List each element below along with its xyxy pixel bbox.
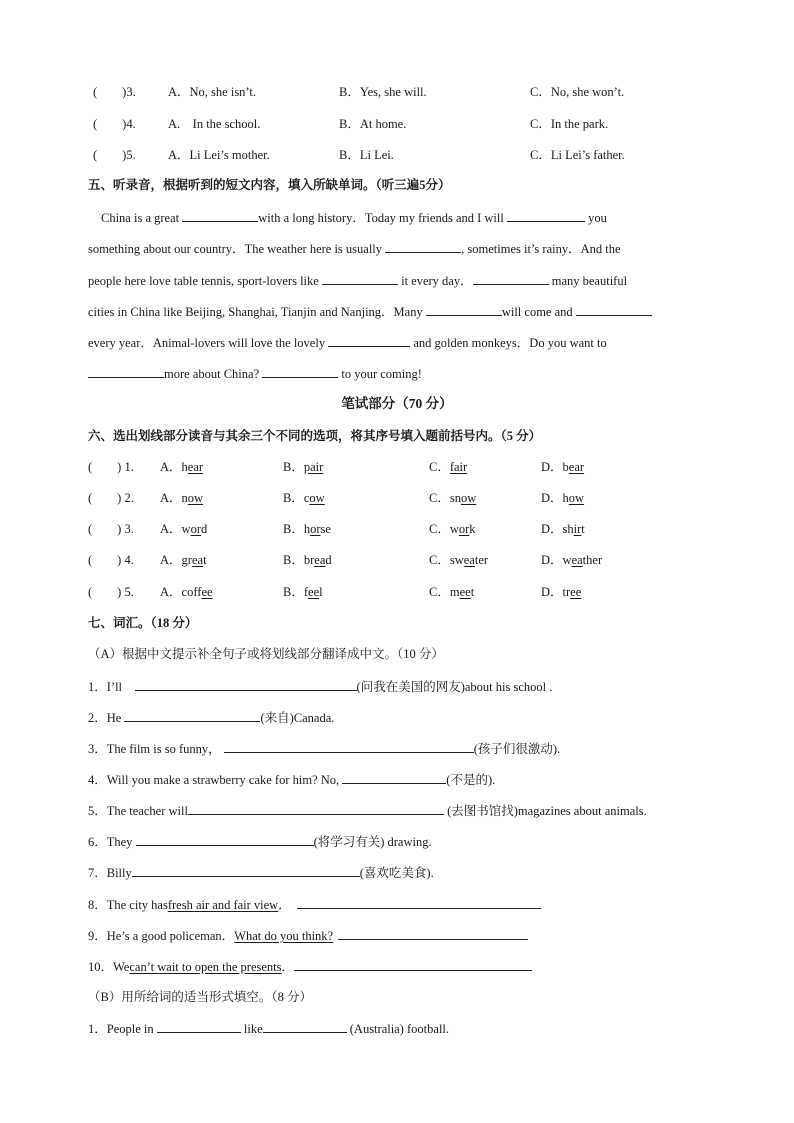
answer-blank[interactable] bbox=[182, 209, 258, 222]
option-d: D．weather bbox=[541, 553, 603, 567]
option-b: B．horse bbox=[283, 522, 331, 536]
question-number: ( )5. bbox=[93, 148, 136, 162]
option-a: A．word bbox=[160, 522, 208, 536]
translate-item-9: 9．He’s a good policeman．What do you think? bbox=[88, 927, 528, 944]
option-c: C．No, she won’t. bbox=[530, 85, 625, 99]
vocab-item-7: 7．Billy (喜欢吃美食). bbox=[88, 866, 434, 880]
answer-blank[interactable] bbox=[263, 1020, 347, 1033]
question-number: ( ) 2. bbox=[88, 491, 134, 505]
option-d: D．bear bbox=[541, 460, 585, 474]
option-a: A. In the school. bbox=[168, 117, 261, 131]
question-number: ( ) 4. bbox=[88, 553, 134, 567]
vocab-item-5: 5．The teacher will (去图书馆找)magazines about animals. bbox=[88, 804, 647, 818]
option-c: C．work bbox=[429, 522, 476, 536]
option-a: A．coffee bbox=[160, 585, 213, 599]
option-c: C．meet bbox=[429, 585, 475, 599]
option-b: B．At home. bbox=[339, 117, 407, 131]
answer-blank[interactable] bbox=[132, 864, 360, 877]
option-b: B．cow bbox=[283, 491, 325, 505]
answer-blank[interactable] bbox=[507, 209, 585, 222]
answer-blank[interactable] bbox=[342, 771, 446, 784]
passage-line-6: more about China? to your coming! bbox=[88, 365, 422, 382]
answer-blank[interactable] bbox=[188, 802, 444, 815]
answer-blank[interactable] bbox=[328, 334, 410, 347]
answer-blank[interactable] bbox=[322, 272, 398, 285]
vocab-item-1: 1．I’ll (问我在美国的网友)about his school . bbox=[88, 680, 553, 694]
option-b: B．feel bbox=[283, 585, 323, 599]
answer-blank[interactable] bbox=[338, 927, 528, 940]
passage-line-4: cities in China like Beijing, Shanghai, Tianjin and Nanjing．Many will come and bbox=[88, 303, 652, 320]
vocab-item-6: 6．They (将学习有关) drawing. bbox=[88, 835, 432, 849]
translate-item-10: 10．Wecan’t wait to open the presents． bbox=[88, 958, 532, 975]
answer-blank[interactable] bbox=[136, 833, 314, 846]
option-c: C．fair bbox=[429, 460, 468, 474]
answer-blank[interactable] bbox=[294, 958, 532, 971]
fill-form-item-1: 1．People in like (Australia) football. bbox=[88, 1022, 450, 1036]
option-a: A．great bbox=[160, 553, 207, 567]
written-part-title: 笔试部分（70 分） bbox=[341, 396, 453, 411]
option-c: C．snow bbox=[429, 491, 477, 505]
passage-line-3: people here love table tennis, sport-lovers like it every day． many beautiful bbox=[88, 274, 628, 288]
answer-blank[interactable] bbox=[297, 896, 541, 909]
option-a: A．now bbox=[160, 491, 204, 505]
answer-blank[interactable] bbox=[473, 272, 549, 285]
section-6-heading: 六、选出划线部分读音与其余三个不同的选项，将其序号填入题前括号内。（5 分） bbox=[88, 429, 542, 443]
option-b: B．pair bbox=[283, 460, 324, 474]
option-c: C．Li Lei’s father. bbox=[530, 148, 625, 162]
question-number: ( )3. bbox=[93, 85, 136, 99]
answer-blank[interactable] bbox=[426, 303, 502, 316]
answer-blank[interactable] bbox=[224, 740, 474, 753]
question-number: ( ) 3. bbox=[88, 522, 134, 536]
passage-line-1: China is a great with a long history．Today my friends and I will you bbox=[101, 211, 607, 225]
option-d: D．tree bbox=[541, 585, 582, 599]
part-a-heading: （A）根据中文提示补全句子或将划线部分翻译成中文。（10 分） bbox=[88, 647, 444, 661]
answer-blank[interactable] bbox=[135, 678, 357, 691]
part-b-heading: （B）用所给词的适当形式填空。（8 分） bbox=[88, 990, 312, 1004]
vocab-item-4: 4．Will you make a strawberry cake for him? No, (不是的). bbox=[88, 773, 496, 787]
answer-blank[interactable] bbox=[88, 365, 164, 378]
passage-line-2: something about our country．The weather here is usually , sometimes it’s rainy．And the bbox=[88, 242, 621, 256]
option-c: C．sweater bbox=[429, 553, 489, 567]
answer-blank[interactable] bbox=[157, 1020, 241, 1033]
vocab-item-3: 3．The film is so funny， (孩子们很激动). bbox=[88, 742, 561, 756]
answer-blank[interactable] bbox=[262, 365, 338, 378]
option-a: A．hear bbox=[160, 460, 204, 474]
translate-item-8: 8．The city hasfresh air and fair view． bbox=[88, 896, 541, 913]
option-c: C．In the park. bbox=[530, 117, 609, 131]
answer-blank[interactable] bbox=[576, 303, 652, 316]
option-a: A．No, she isn’t. bbox=[168, 85, 256, 99]
section-5-heading: 五、听录音，根据听到的短文内容，填入所缺单词。（听三遍5分） bbox=[88, 178, 451, 192]
passage-line-5: every year．Animal-lovers will love the lovely and golden monkeys．Do you want to bbox=[88, 336, 607, 350]
option-d: D．how bbox=[541, 491, 585, 505]
answer-blank[interactable] bbox=[385, 240, 461, 253]
option-a: A．Li Lei’s mother. bbox=[168, 148, 270, 162]
answer-blank[interactable] bbox=[124, 709, 260, 722]
section-7-heading: 七、词汇。（18 分） bbox=[88, 616, 198, 630]
question-number: ( ) 1. bbox=[88, 460, 134, 474]
option-d: D．shirt bbox=[541, 522, 585, 536]
option-b: B．Li Lei. bbox=[339, 148, 394, 162]
vocab-item-2: 2．He (来自)Canada. bbox=[88, 711, 335, 725]
question-number: ( )4. bbox=[93, 117, 136, 131]
option-b: B．bread bbox=[283, 553, 332, 567]
question-number: ( ) 5. bbox=[88, 585, 134, 599]
option-b: B．Yes, she will. bbox=[339, 85, 427, 99]
